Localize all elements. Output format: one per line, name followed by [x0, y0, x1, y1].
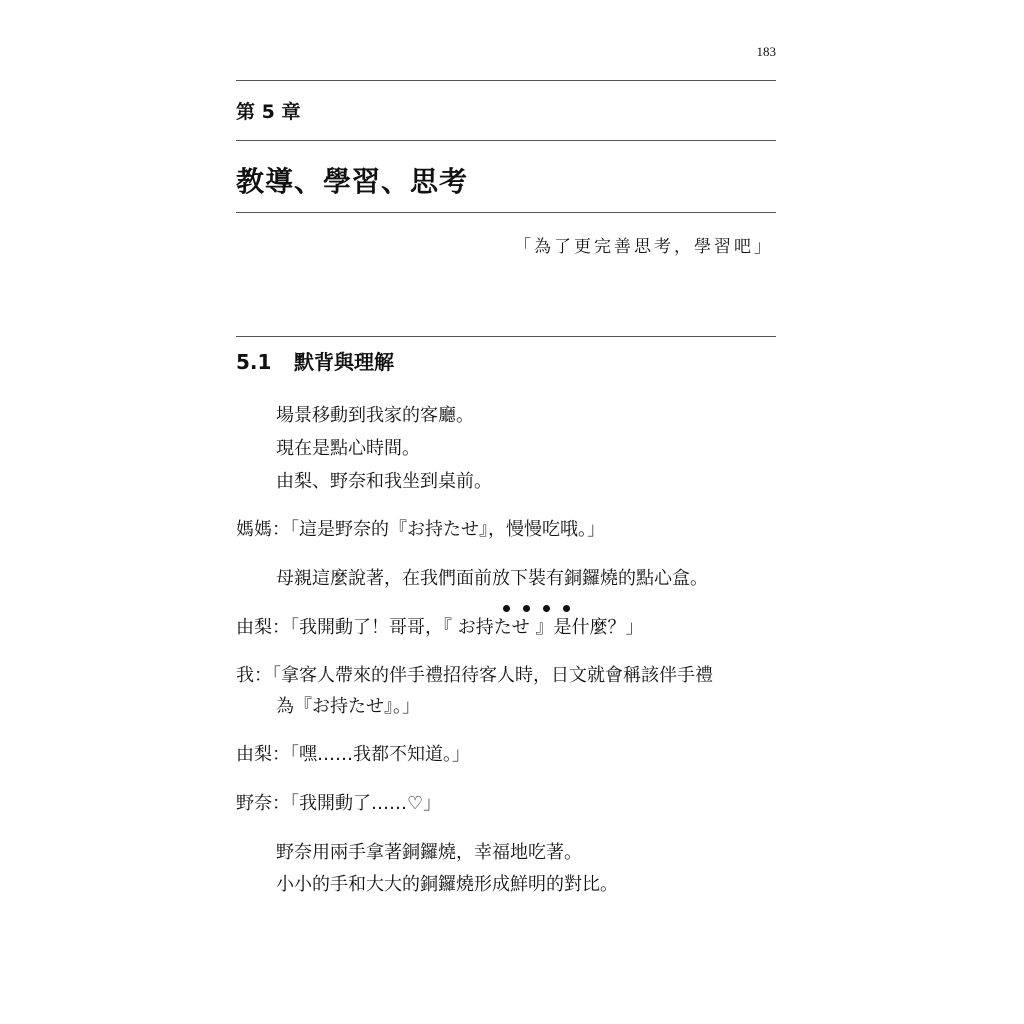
title-divider — [236, 212, 776, 213]
paragraph-line: 野奈用兩手拿著銅鑼燒，幸福地吃著。 — [276, 842, 582, 863]
paragraph-line: 小小的手和大大的銅鑼燒形成鮮明的對比。 — [276, 874, 618, 895]
epigraph: 「為了更完善思考，學習吧」 — [514, 237, 774, 257]
dialogue-line: 媽媽：「這是野奈的『お持たせ』，慢慢吃哦。」 — [236, 519, 605, 540]
chapter-title: 教導、學習、思考 — [236, 165, 469, 198]
top-divider — [236, 80, 776, 81]
chapter-label: 第 5 章 — [236, 101, 301, 123]
section-heading — [236, 346, 394, 375]
section-divider — [236, 336, 776, 337]
dialogue-line: 野奈：「我開動了……♡」 — [236, 793, 442, 814]
dialogue-line: 由梨：「我開動了！哥哥，『 お持たせ 』是什麼？」 — [236, 617, 644, 638]
paragraph-line: 場景移動到我家的客廳。 — [276, 405, 474, 426]
dialogue-line: 我：「拿客人帶來的伴手禮招待客人時，日文就會稱該伴手禮 — [236, 665, 713, 686]
paragraph-line: 母親這麼說著，在我們面前放下裝有銅鑼燒的點心盒。 — [276, 568, 708, 589]
paragraph-line: 由梨、野奈和我坐到桌前。 — [276, 471, 492, 492]
dialogue-line: 由梨：「嘿……我都不知道。」 — [236, 744, 470, 765]
section-title: 默背與理解 — [294, 350, 394, 374]
page-number: 183 — [756, 44, 776, 59]
dialogue-line-continued: 為『お持たせ』。」 — [276, 696, 420, 717]
section-number: 5.1 — [236, 350, 272, 374]
emphasis-dots — [503, 605, 583, 615]
paragraph-line: 現在是點心時間。 — [276, 438, 420, 459]
chapter-divider — [236, 140, 776, 141]
